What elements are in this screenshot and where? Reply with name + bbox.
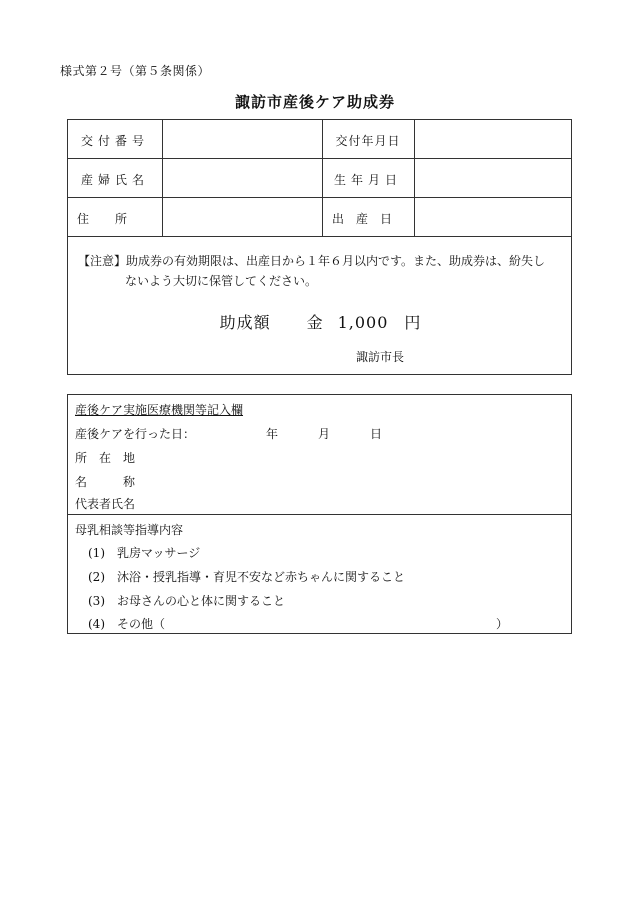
institution-address-label: 所 在 地 [75,451,136,465]
notice-line-2: ないよう大切に保管してください。 [125,274,318,288]
page-title: 諏訪市産後ケア助成券 [234,93,395,111]
subsidy-amount [68,310,573,333]
care-year-label: 年 [266,427,279,441]
birth-date-label: 生年月日 [333,173,402,187]
guidance-item: (4) その他（ [88,617,165,631]
delivery-date-label: 出産日 [331,212,404,226]
issuer-name: 諏訪市長 [356,350,405,364]
guidance-item: (2) 沐浴・授乳指導・育児不安など赤ちゃんに関すること [88,570,406,584]
row-divider [68,236,571,237]
voucher-box [67,119,572,375]
guidance-item: (1) 乳房マッサージ [88,546,201,560]
guidance-item: (3) お母さんの心と体に関すること [88,594,285,608]
form-number: 様式第２号（第５条関係） [60,64,211,78]
mother-name-field[interactable] [163,169,321,189]
issue-number-field[interactable] [163,130,321,150]
section-divider [68,514,571,515]
mother-name-label: 産婦氏名 [80,173,149,187]
amount-label: 助成額 [219,313,271,332]
other-close-paren: ） [496,617,509,631]
care-month-label: 月 [318,427,331,441]
issue-date-label: 交付年月日 [335,134,401,148]
amount-value: 1,000 [337,313,389,332]
birth-date-field[interactable] [415,169,571,189]
institution-name-label: 名 称 [75,475,136,489]
representative-label: 代表者氏名 [75,497,136,511]
institution-box [67,394,572,634]
guidance-heading: 母乳相談等指導内容 [75,523,184,537]
notice-text [78,251,566,291]
issue-number-label: 交付番号 [80,134,149,148]
issue-date-field[interactable] [415,130,571,150]
address-label: 住所 [76,212,153,226]
row-divider [68,158,571,159]
notice-head: 【注意】 [78,254,127,268]
amount-unit: 円 [404,313,422,332]
care-date-label: 産後ケアを行った日： [75,427,196,441]
row-divider [68,197,571,198]
institution-heading: 産後ケア実施医療機関等記入欄 [75,403,244,417]
address-field[interactable] [163,208,321,228]
notice-line-1: 助成券の有効期限は、出産日から１年６月以内です。また、助成券は、紛失し [126,254,546,268]
delivery-date-field[interactable] [415,208,571,228]
amount-prefix: 金 [306,313,324,332]
care-day-label: 日 [370,427,383,441]
